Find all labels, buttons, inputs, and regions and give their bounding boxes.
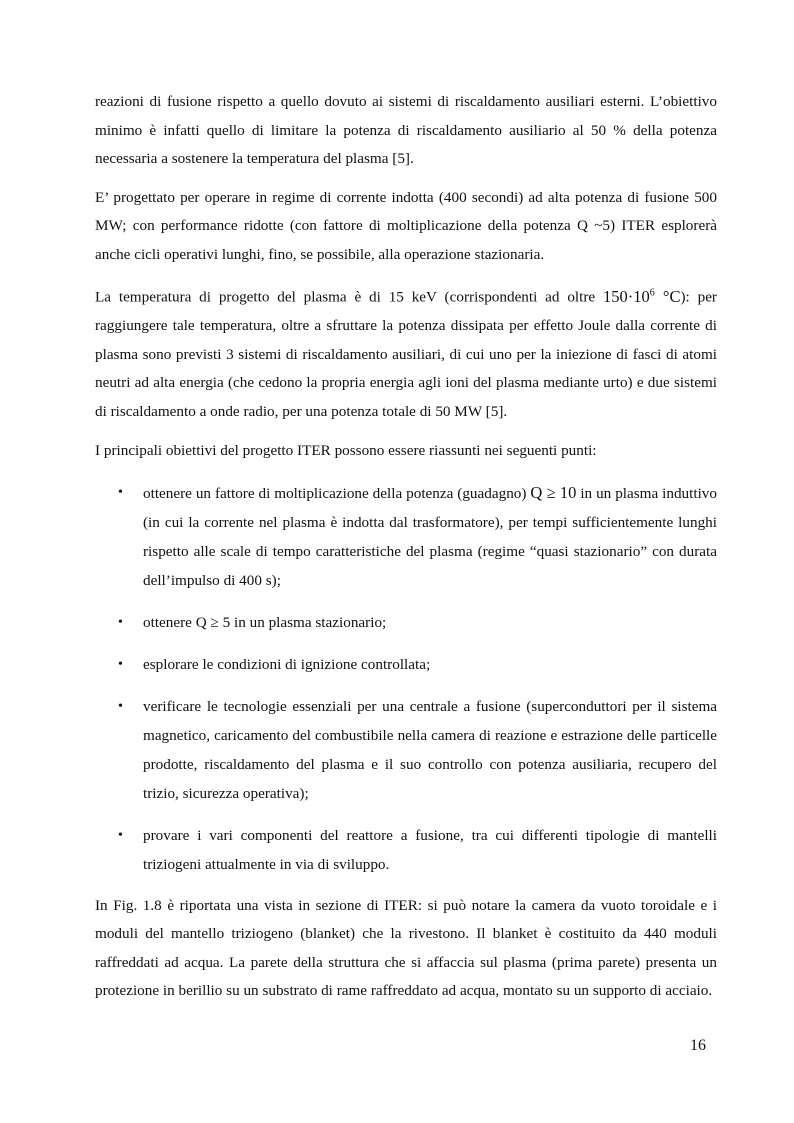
objectives-list [95,478,717,879]
objective-1-formula: Q ≥ 10 [530,482,577,502]
list-item-text: provare i vari componenti del reattore a fusione, tra cui differenti tipologie di mantelli triziogeni attualmente in via di sviluppo. [143,826,717,873]
bullet-icon: • [118,484,123,500]
temperature-formula [603,287,681,306]
temperature-formula-unit: °C [654,286,681,306]
list-item [95,650,717,679]
paragraph-temperature [95,279,717,426]
paragraph-figure-description: In Fig. 1.8 è riportata una vista in sezione di ITER: si può notare la camera da vuoto toroidale e i moduli del mantello triziogeno (blanket) che la rivestono. Il blanket è costituito da 440 moduli raffreddati ad acqua. La parete della struttura che si affaccia sul plasma (prima parete) presenta un protezione in berillio su un substrato di rame raffreddato ad acqua, montato su un supporto di acciaio. [95,896,717,999]
bullet-icon: • [118,827,123,843]
list-item [95,478,717,595]
list-item-text: esplorare le condizioni di ignizione controllata; [143,655,431,673]
temperature-formula-base: 150·10 [602,286,650,306]
page-number: 16 [690,1037,706,1054]
document-body [95,88,717,1006]
bullet-icon: • [118,656,123,672]
paragraph-intro: reazioni di fusione rispetto a quello dovuto ai sistemi di riscaldamento ausiliari esterni. L’obiettivo minimo è infatti quello di limitare la potenza di riscaldamento ausiliario al 50 % della potenza necessaria a sostenere la temperatura del plasma [5]. [95,93,717,167]
list-item-text: verificare le tecnologie essenziali per una centrale a fusione (superconduttori per il sistema magnetico, caricamento del combustibile nella camera di reazione e estrazione delle particelle prodotte, riscaldamento del plasma e il suo controllo con potenza ausiliaria, recupero del trizio, sicurezza operativa); [143,697,717,802]
list-item-text [143,478,717,595]
list-item-text: ottenere Q ≥ 5 in un plasma stazionario; [143,613,387,631]
paragraph-operation-regime: E’ progettato per operare in regime di corrente indotta (400 secondi) ad alta potenza di fusione 500 MW; con performance ridotte (con fattore di moltiplicazione della potenza Q ~5) ITER esplorerà anche cicli operativi lunghi, fino, se possibile, alla operazione stazionaria. [95,188,717,263]
bullet-icon: • [118,698,123,714]
bullet-icon: • [118,614,123,630]
list-item [95,608,717,637]
temperature-text-before: La temperatura di progetto del plasma è di 15 keV (corrispondenti ad oltre [95,288,603,306]
temperature-text-after: ): per raggiungere tale temperatura, oltre a sfruttare la potenza dissipata per effetto Joule dalla corrente di plasma sono previsti 3 sistemi di riscaldamento ausiliari, di cui uno per la iniezione di fasci di atomi neutri ad alta energia (che cedono la propria energia agli ioni del plasma mediante urto) e due sistemi di riscaldamento a onde radio, per una potenza totale di 50 MW [5]. [95,288,717,420]
paragraph-objectives-intro: I principali obiettivi del progetto ITER possono essere riassunti nei seguenti punti: [95,442,597,459]
objective-1-before: ottenere un fattore di moltiplicazione della potenza (guadagno) [143,484,531,502]
objective-1-after: in un plasma induttivo (in cui la corrente nel plasma è indotta dal trasformatore), per tempi sufficientemente lunghi rispetto alle scale di tempo caratteristiche del plasma (regime “quasi stazionario” con durata dell’impulso di 400 s); [143,484,717,589]
list-item [95,821,717,879]
list-item [95,692,717,808]
temperature-formula-exponent: 6 [649,287,655,298]
